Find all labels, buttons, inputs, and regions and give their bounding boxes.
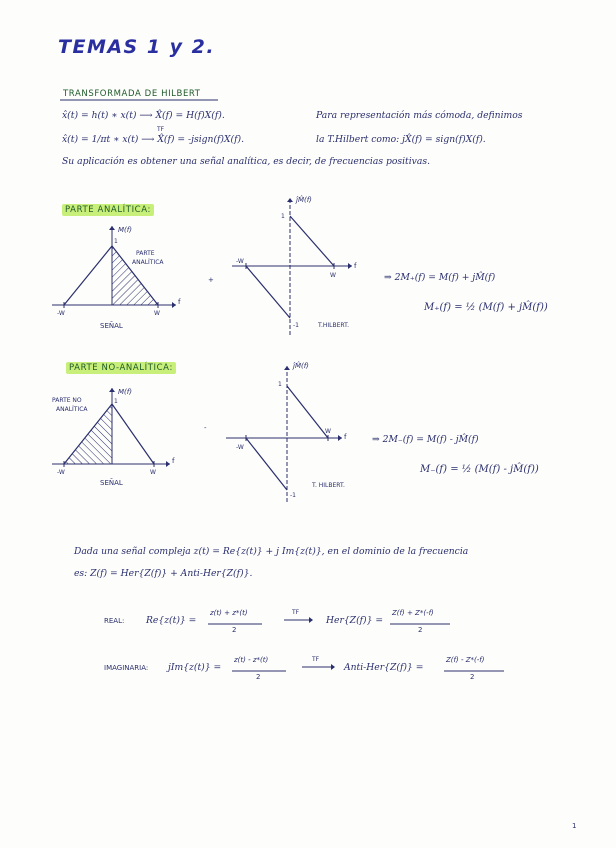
complex-real-den2: 2 (418, 626, 423, 634)
no-analitica-heading-text: PARTE NO-ANALÍTICA: (69, 363, 173, 373)
complex-real-den: 2 (232, 626, 237, 634)
analitica-hilbert-one: 1 (281, 213, 285, 220)
no-analitica-one-label: 1 (114, 398, 118, 405)
complex-imag-tf: TF (312, 656, 320, 663)
complex-real-num: z(t) + z*(t) (210, 609, 248, 617)
no-analitica-minus: - (204, 424, 207, 432)
complex-imag-label: IMAGINARIA: (104, 664, 149, 672)
hilbert-line2-right: la T.Hilbert como: jX̂(f) = sign(f)X(f). (316, 134, 486, 145)
complex-line2: es: Z(f) = Her{Z(f)} + Anti-Her{Z(f)}. (74, 568, 253, 579)
analitica-signal-label: SEÑAL (100, 322, 123, 330)
no-analitica-jhat-label: ĵM̂(f) (293, 362, 309, 370)
no-analitica-eq1: ⇒ 2M₋(f) = M(f) - jM̂(f) (372, 434, 479, 445)
complex-imag-den2: 2 (470, 673, 475, 681)
analitica-hilbert-f-label: f (354, 262, 357, 270)
complex-imag-num2: Z(f) - Z*(-f) (446, 656, 485, 664)
hilbert-line1-left: x̂(t) = h(t) ∗ x(t) ⟶ X̂(f) = H(f)X(f). (62, 110, 225, 121)
analitica-one-label: 1 (114, 238, 118, 245)
analitica-eq2: M₊(f) = ½ (M(f) + jM̂(f)) (424, 302, 548, 313)
no-analitica-hilbert-one: 1 (278, 381, 282, 388)
no-analitica-parte-label-2: ANALÍTICA (56, 406, 88, 413)
analitica-w-neg: -W (57, 310, 65, 317)
no-analitica-parte-label-1: PARTE NO (52, 397, 82, 404)
analitica-thilbert-label: T.HILBERT. (318, 322, 349, 329)
page-number: 1 (572, 822, 577, 830)
analitica-hilbert-neg-one: -1 (293, 322, 299, 329)
complex-line1: Dada una señal compleja z(t) = Re{z(t)} + j Im{z(t)}, en el dominio de la frecuencia (74, 546, 469, 557)
complex-imag-right: Anti-Her{Z(f)} = (344, 662, 424, 673)
complex-real-label: REAL: (104, 617, 125, 625)
no-analitica-w-neg: -W (57, 469, 65, 476)
no-analitica-f-label: f (172, 457, 175, 465)
hilbert-tf-label: TF (157, 126, 165, 133)
no-analitica-eq2: M₋(f) = ½ (M(f) - jM̂(f)) (420, 464, 539, 475)
hilbert-line1-right: Para representación más cómoda, definimos (316, 110, 523, 121)
hilbert-line2-left: x̂(t) = 1/πt ∗ x(t) ⟶ X̂(f) = -jsign(f)X(f). (62, 134, 245, 145)
no-analitica-hilbert-neg-one: -1 (290, 492, 296, 499)
hilbert-heading-text: TRANSFORMADA DE HILBERT (63, 89, 201, 99)
page-title: TEMAS 1 y 2. (58, 36, 216, 58)
hilbert-line3: Su aplicación es obtener una señal analítica, es decir, de frecuencias positivas. (62, 156, 430, 167)
complex-imag-left: jIm{z(t)} = (168, 662, 222, 673)
analitica-mf-label: M(f) (118, 226, 132, 234)
analitica-hilbert-w-pos: W (330, 272, 336, 279)
no-analitica-hilbert-w-pos: W (325, 428, 331, 435)
complex-imag-num: z(t) - z*(t) (234, 656, 269, 664)
analitica-parte-label-1: PARTE (136, 250, 155, 257)
complex-imag-den: 2 (256, 673, 261, 681)
complex-real-num2: Z(f) + Z*(-f) (392, 609, 434, 617)
analitica-parte-label-2: ANALÍTICA (132, 259, 164, 266)
no-analitica-signal-label: SEÑAL (100, 479, 123, 487)
analitica-hilbert-w-neg: -W (236, 258, 244, 265)
no-analitica-hilbert-f-label: f (344, 433, 347, 441)
complex-real-left: Re{z(t)} = (146, 615, 197, 626)
complex-real-right: Her{Z(f)} = (326, 615, 384, 626)
no-analitica-thilbert-label: T. HILBERT. (312, 482, 345, 489)
analitica-w-pos: W (154, 310, 160, 317)
analitica-heading-text: PARTE ANALÍTICA: (65, 205, 151, 215)
no-analitica-hilbert-w-neg: -W (236, 444, 244, 451)
analitica-plus: + (208, 276, 214, 284)
analitica-eq1: ⇒ 2M₊(f) = M(f) + jM̂(f) (384, 272, 496, 283)
complex-real-tf: TF (292, 609, 300, 616)
analitica-f-label: f (178, 298, 181, 306)
no-analitica-mf-label: M(f) (118, 388, 132, 396)
no-analitica-w-pos: W (150, 469, 156, 476)
analitica-jhat-label: ĵM̂(f) (296, 196, 312, 204)
